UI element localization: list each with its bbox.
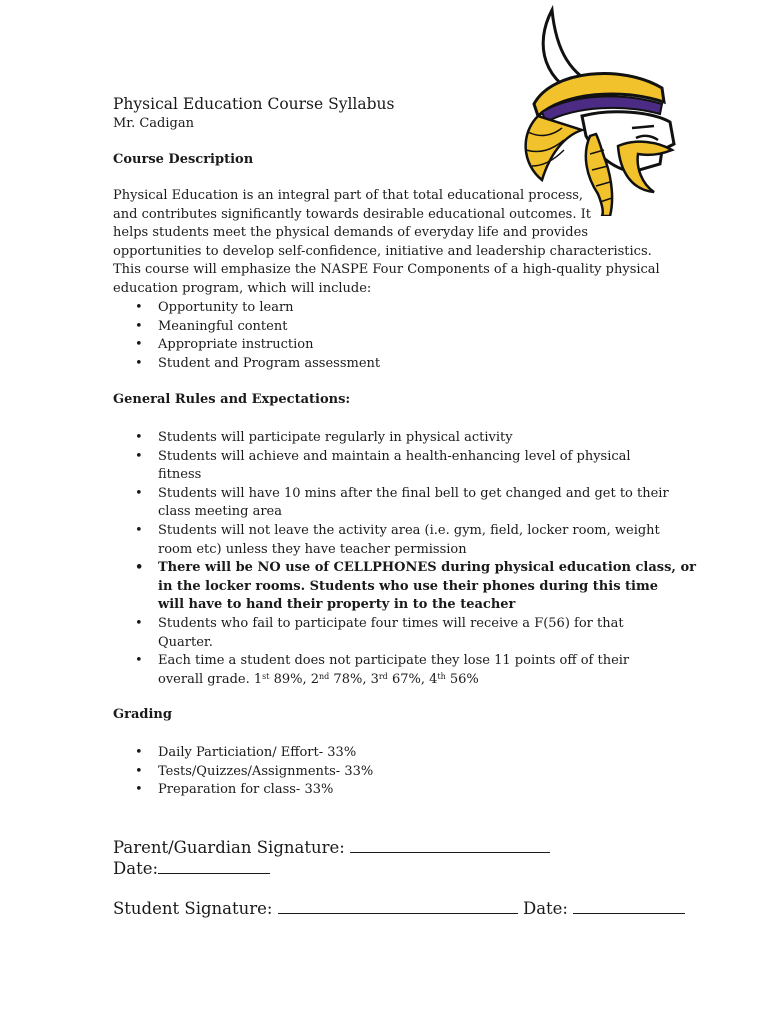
rule-line: room etc) unless they have teacher permission (158, 541, 467, 557)
list-item: • Meaningful content (113, 318, 673, 337)
grading-heading: Grading (113, 707, 172, 722)
hair-shape (526, 116, 582, 180)
parent-date-line (113, 858, 270, 878)
list-item (113, 615, 673, 652)
rule-line: • Students will not leave the activity area (i.e. gym, field, locker room, weight (158, 522, 660, 538)
paragraph-line: opportunities to develop self-confidence, initiative and leadership characteristics. (113, 243, 652, 259)
student-signature-line (113, 898, 685, 918)
components-list (113, 299, 673, 373)
paragraph-line: This course will emphasize the NASPE Four Components of a high-quality physical (113, 262, 660, 278)
rule-line: will have to hand their property in to the teacher (158, 597, 516, 613)
grading-list (113, 744, 673, 800)
rule-line: • Students will have 10 mins after the final bell to get changed and get to their (158, 485, 669, 501)
paragraph-line: and contributes significantly towards desirable educational outcomes. It (113, 206, 591, 222)
paragraph-line: Physical Education is an integral part of that total educational process, (113, 188, 584, 203)
list-item (113, 429, 673, 448)
rules-heading: General Rules and Expectations: (113, 392, 351, 407)
list-item: • Daily Particiation/ Effort- 33% (113, 744, 673, 763)
list-item (113, 485, 673, 522)
parent-signature-label: Parent/Guardian Signature: (113, 838, 351, 857)
rules-list (113, 429, 696, 689)
list-item (113, 448, 673, 485)
teacher-name: Mr. Cadigan (113, 116, 194, 131)
cellphone-rule-item (113, 559, 696, 615)
list-item: • Preparation for class- 33% (113, 781, 673, 800)
list-item: • Tests/Quizzes/Assignments- 33% (113, 763, 673, 782)
paragraph-line: helps students meet the physical demands of everyday life and provides (113, 225, 588, 241)
student-date-label: Date: (517, 899, 574, 918)
rule-line: • Students will participate regularly in physical activity (158, 430, 513, 445)
rule-line: Quarter. (158, 634, 213, 650)
student-date-field[interactable] (573, 898, 685, 914)
list-item (113, 652, 673, 689)
student-signature-field[interactable] (278, 898, 518, 914)
rule-line: class meeting area (158, 504, 282, 520)
viking-logo-graphic (512, 4, 684, 216)
parent-date-field[interactable] (158, 858, 270, 874)
rule-line: fitness (158, 467, 202, 483)
list-item: • Appropriate instruction (113, 336, 673, 355)
rule-line: • Each time a student does not participate they lose 11 points off of their (158, 653, 630, 669)
course-description-paragraph (113, 187, 660, 299)
list-item: • Opportunity to learn (113, 299, 673, 318)
rule-line: • Students will achieve and maintain a health-enhancing level of physical (158, 448, 631, 464)
parent-date-label: Date: (113, 859, 159, 878)
grade-penalty-line: overall grade. 1st 89%, 2nd 78%, 3rd 67%, 4th 56% (158, 671, 479, 687)
rule-line: • Students who fail to participate four times will receive a F(56) for that (158, 615, 624, 631)
page-title: Physical Education Course Syllabus (113, 95, 395, 113)
list-item: • Student and Program assessment (113, 355, 673, 374)
paragraph-line: education program, which will include: (113, 280, 372, 296)
parent-signature-line (113, 837, 550, 857)
rule-line: in the locker rooms. Students who use their phones during this time (158, 578, 659, 594)
viking-head-logo (512, 4, 684, 216)
list-item (113, 522, 673, 559)
student-signature-label: Student Signature: (113, 899, 278, 918)
course-description-heading: Course Description (113, 152, 254, 167)
rule-line: • There will be NO use of CELLPHONES during physical education class, or (158, 560, 696, 576)
parent-signature-field[interactable] (350, 837, 550, 853)
